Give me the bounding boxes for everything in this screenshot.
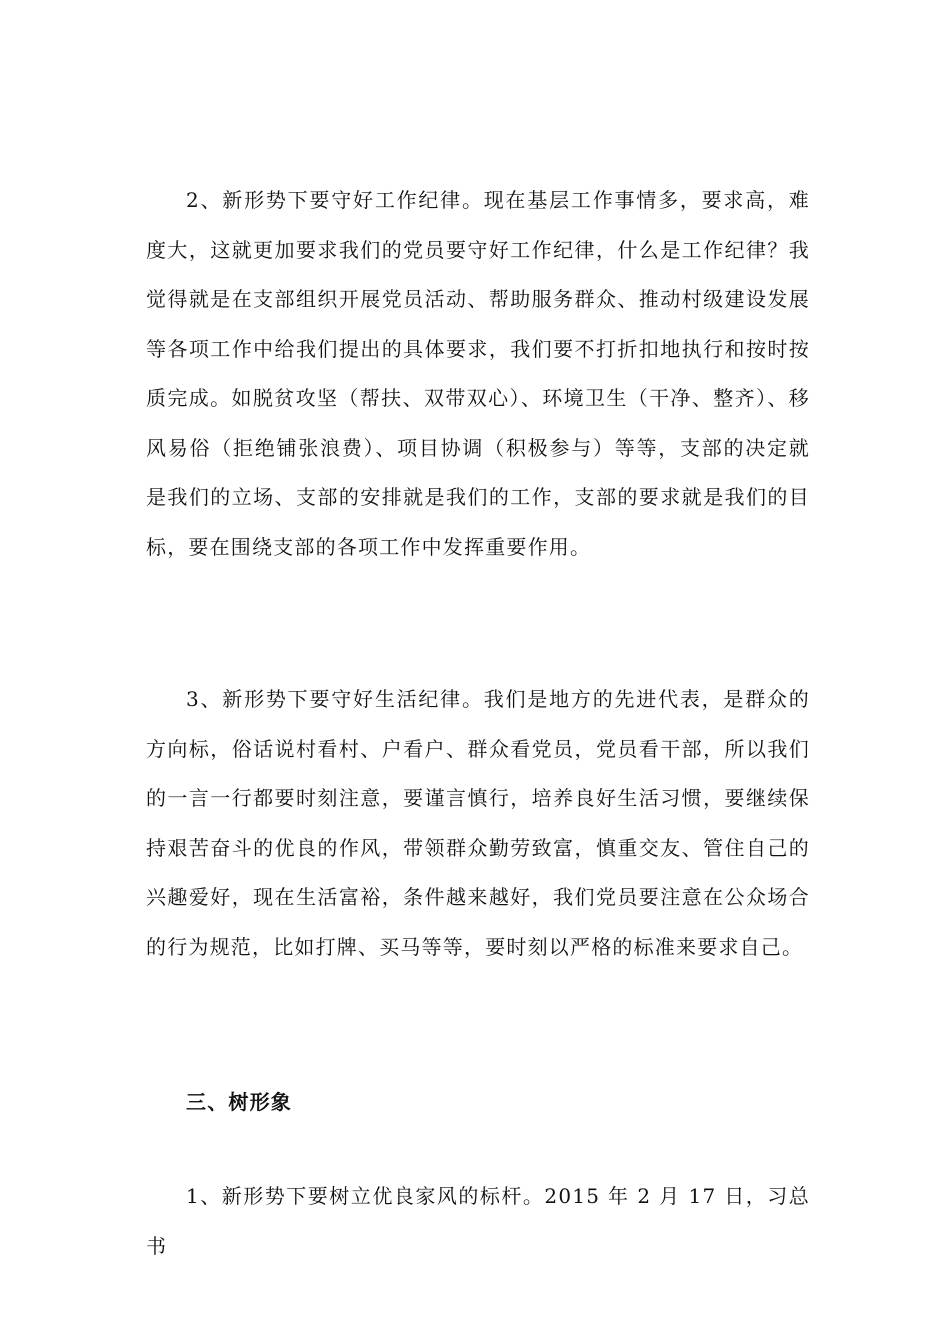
paragraph-life-discipline: 3、新形势下要守好生活纪律。我们是地方的先进代表，是群众的方向标，俗话说村看村、户看户、群众看党员，党员看干部，所以我们的一言一行都要时刻注意，要谨言慎行，培养良好生活习惯，要继续保持艰苦奋斗的优良的作风，带领群众勤劳致富，慎重交友、管住自己的兴趣爱好，现在生活富裕，条件越来越好，我们党员要注意在公众场合的行为规范，比如打牌、买马等等，要时刻以严格的标准来要求自己。 bbox=[146, 687, 810, 959]
paragraph-family-style: 1、新形势下要树立优良家风的标杆。2015 年 2 月 17 日，习总书 bbox=[146, 1184, 810, 1258]
section-heading: 三、树形象 bbox=[186, 1090, 292, 1114]
paragraph-work-discipline: 2、新形势下要守好工作纪律。现在基层工作事情多，要求高，难度大，这就更加要求我们的党员要守好工作纪律，什么是工作纪律？我觉得就是在支部组织开展党员活动、帮助服务群众、推动村级建设发展等各项工作中给我们提出的具体要求，我们要不打折扣地执行和按时按质完成。如脱贫攻坚（帮扶、双带双心）、环境卫生（干净、整齐）、移风易俗（拒绝铺张浪费）、项目协调（积极参与）等等，支部的决定就是我们的立场、支部的安排就是我们的工作，支部的要求就是我们的目标，要在围绕支部的各项工作中发挥重要作用。 bbox=[146, 188, 810, 559]
